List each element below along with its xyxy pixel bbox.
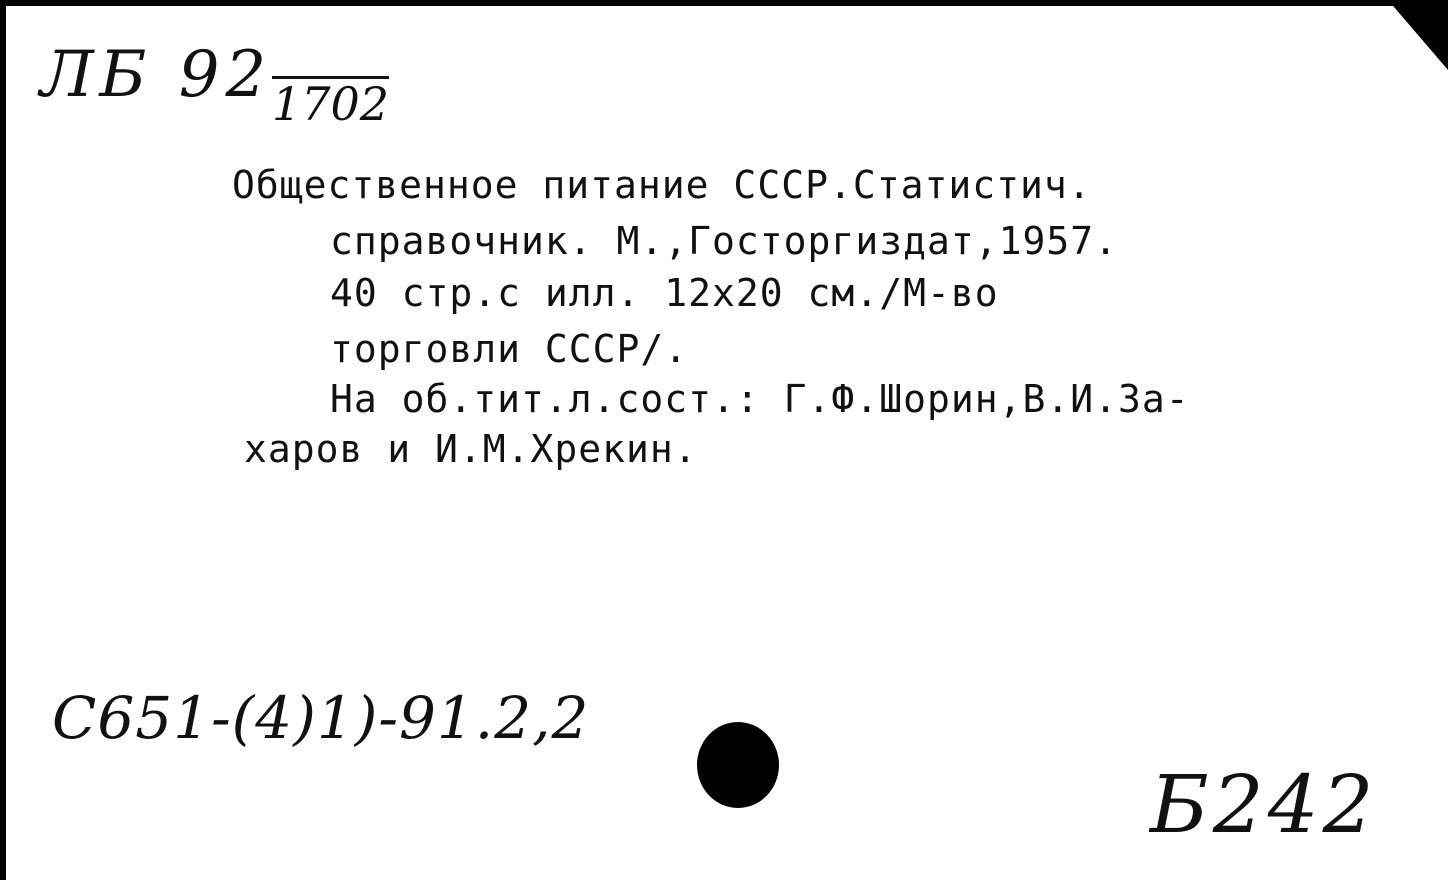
entry-line-compilers-cont: харов и И.М.Хрекин. (244, 427, 698, 471)
entry-line-publisher: справочник. М.,Госторгиздат,1957. (330, 219, 1118, 263)
entry-line-compilers: На об.тит.л.сост.: Г.Ф.Шорин,В.И.За- (330, 377, 1190, 421)
call-number-prefix: ЛБ 92 (40, 38, 273, 112)
call-number-suffix: 1702 (272, 77, 390, 131)
card-left-border (0, 0, 6, 880)
inventory-number: Б242 (1150, 758, 1378, 851)
card-cut-corner (1388, 0, 1448, 70)
entry-line-pages: 40 стр.с илл. 12х20 см./М-во (330, 271, 999, 315)
card-top-border (0, 0, 1448, 6)
punch-hole (697, 722, 779, 808)
entry-line-ministry: торговли СССР/. (330, 327, 689, 371)
entry-line-title: Общественное питание СССР.Статистич. (232, 163, 1092, 207)
classification-code: С651-(4)1)-91.2,2 (52, 684, 590, 752)
